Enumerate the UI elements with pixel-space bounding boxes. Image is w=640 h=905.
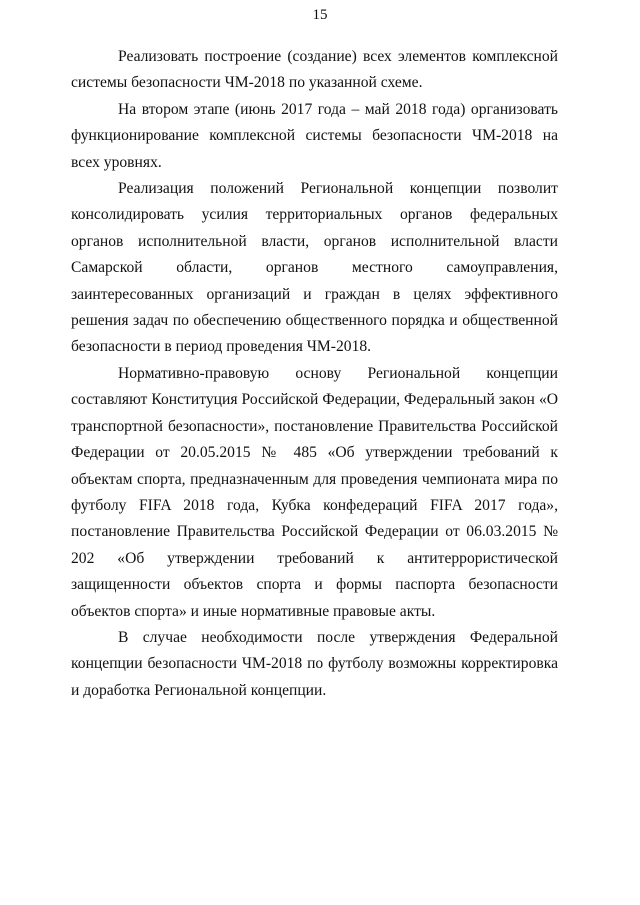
paragraph-5: В случае необходимости после утверждения Федеральной концепции безопасности ЧМ-2018 по футболу возможны корректировка и доработка Региональной концепции. [71,628,558,699]
paragraph-4: Нормативно-правовую основу Региональной концепции составляют Конституция Российской Федерации, Федеральный закон «О транспортной безопасности», постановление Правительства Российской Федерации от 20.05.2015 № 485 «Об утверждении требований к объектам спорта, предназначенным для проведения чемпионата мира по футболу FIFA 2018 года, Кубка конфедераций FIFA 2017 года», постановление Правительства Российской Федерации от 06.03.2015 № 202 «Об утверждении требований к антитеррористической защищенности объектов спорта и формы паспорта безопасности объектов спорта» и иные нормативные правовые акты. [71,364,558,620]
document-body [71,44,558,704]
paragraph-1: Реализовать построение (создание) всех элементов комплексной системы безопасности ЧМ-2018 по указанной схеме. [71,48,558,92]
paragraph-3: Реализация положений Региональной концепции позволит консолидировать усилия территориальных органов федеральных органов исполнительной власти, органов исполнительной власти Самарской области, органов местного самоуправления, заинтересованных организаций и граждан в целях эффективного решения задач по обеспечению общественного порядка и общественной безопасности в период проведения ЧМ-2018. [71,180,558,356]
page-number: 15 [312,7,328,23]
paragraph-2: На втором этапе (июнь 2017 года – май 2018 года) организовать функционирование комплексной системы безопасности ЧМ-2018 на всех уровнях. [71,100,558,171]
